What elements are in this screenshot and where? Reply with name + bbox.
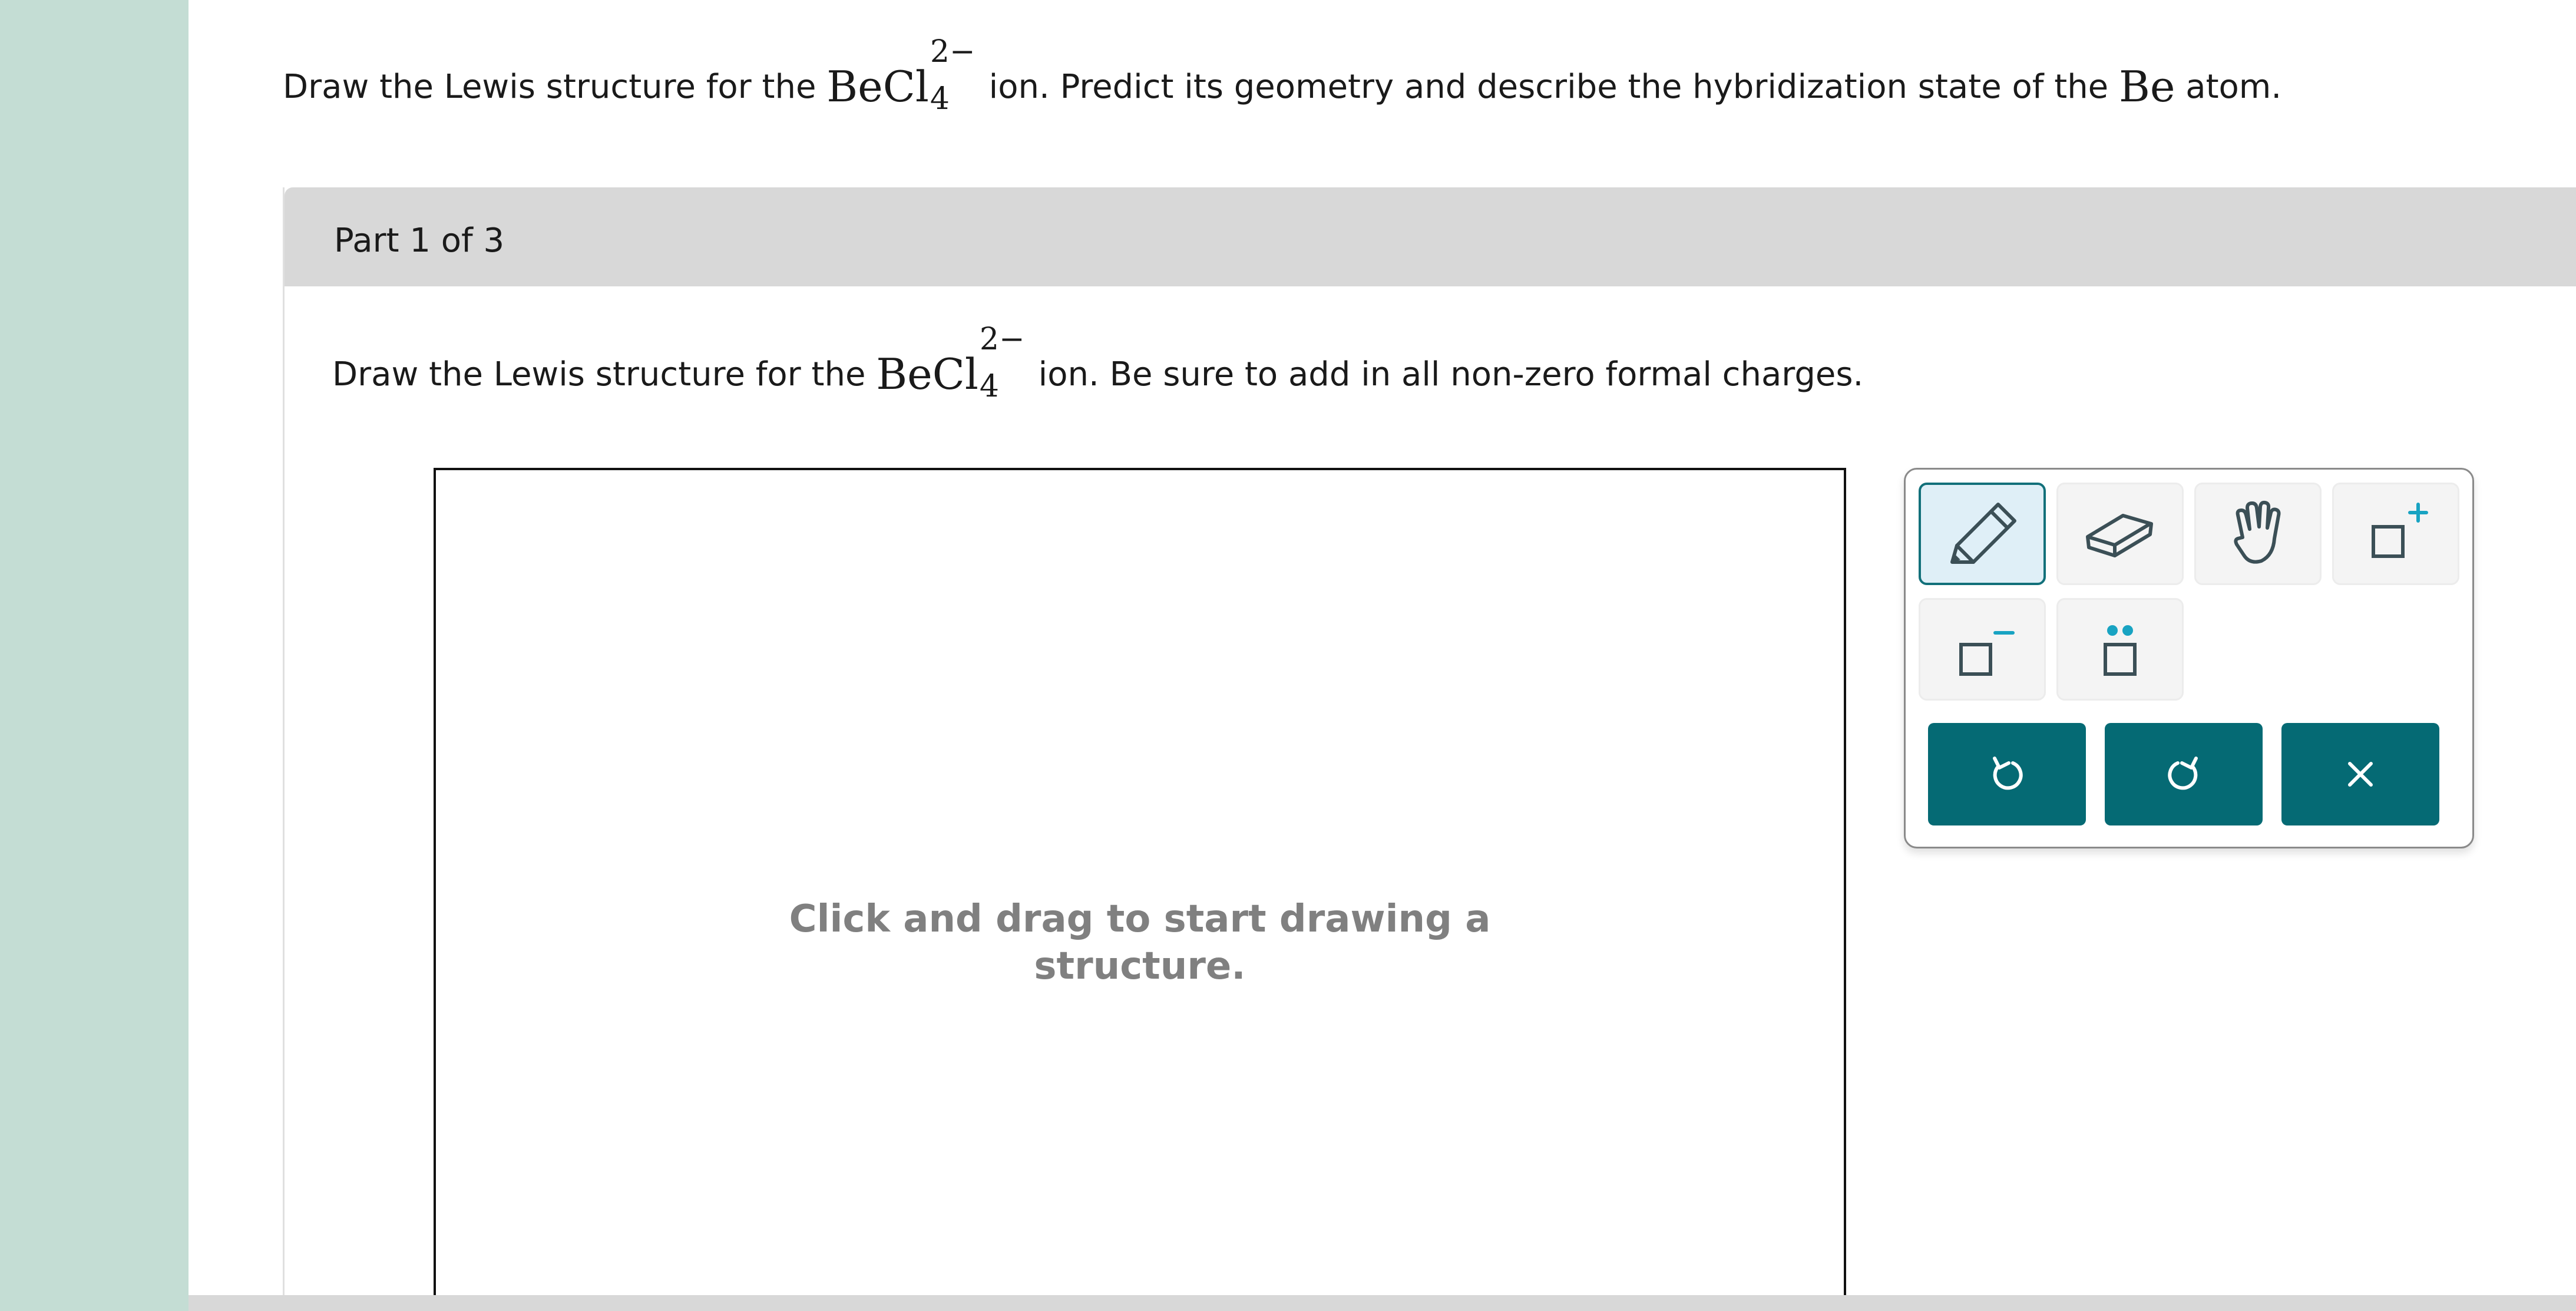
pencil-tool-button[interactable] [1919,483,2046,585]
formula-subscript: 4 [930,81,950,117]
eraser-tool-button[interactable] [2056,483,2184,585]
lone-pair-icon [2085,614,2155,685]
positive-charge-tool-button[interactable] [2332,483,2459,585]
redo-button[interactable] [2105,723,2263,825]
left-sidebar-strip [0,0,189,1311]
positive-charge-icon [2360,498,2431,569]
part-label: Part 1 of 3 [334,222,505,260]
canvas-hint-line-2: structure. [1034,945,1246,988]
redo-icon [2163,754,2204,795]
lone-pair-tool-button[interactable] [2056,598,2184,701]
pencil-icon [1944,498,2021,569]
formula-charge: 2− [930,34,975,70]
bottom-scroll-bar [189,1295,2576,1311]
formula-base: BeCl [826,62,929,111]
formula-subscript: 4 [979,369,999,404]
question-atom: Be [2118,62,2175,111]
instruction-text-end: ion. Be sure to add in all non-zero formal charges. [1027,355,1864,394]
instruction-text-start: Draw the Lewis structure for the [332,355,877,394]
question-text-middle: ion. Predict its geometry and describe the hybridization state of the [978,68,2119,106]
part-header [285,187,2576,286]
formula-charge: 2− [979,322,1025,357]
negative-charge-icon [1947,614,2018,685]
drawing-toolbox [1904,468,2474,848]
close-icon [2343,757,2378,792]
undo-button[interactable] [1928,723,2086,825]
eraser-icon [2082,501,2158,566]
instruction-formula [876,322,1028,404]
question-text-end: atom. [2175,68,2282,106]
formula-base: BeCl [876,349,978,399]
hand-icon [2223,498,2293,569]
canvas-hint [436,896,1844,990]
clear-button[interactable] [2281,723,2439,825]
question-formula [826,34,978,117]
undo-icon [1986,754,2028,795]
negative-charge-tool-button[interactable] [1919,598,2046,701]
hand-tool-button[interactable] [2194,483,2322,585]
question-text-start: Draw the Lewis structure for the [283,68,827,106]
question-text [283,34,2282,117]
drawing-canvas[interactable] [434,468,1846,1295]
canvas-hint-line-1: Click and drag to start drawing a [789,897,1491,941]
part-instruction [332,322,1864,404]
